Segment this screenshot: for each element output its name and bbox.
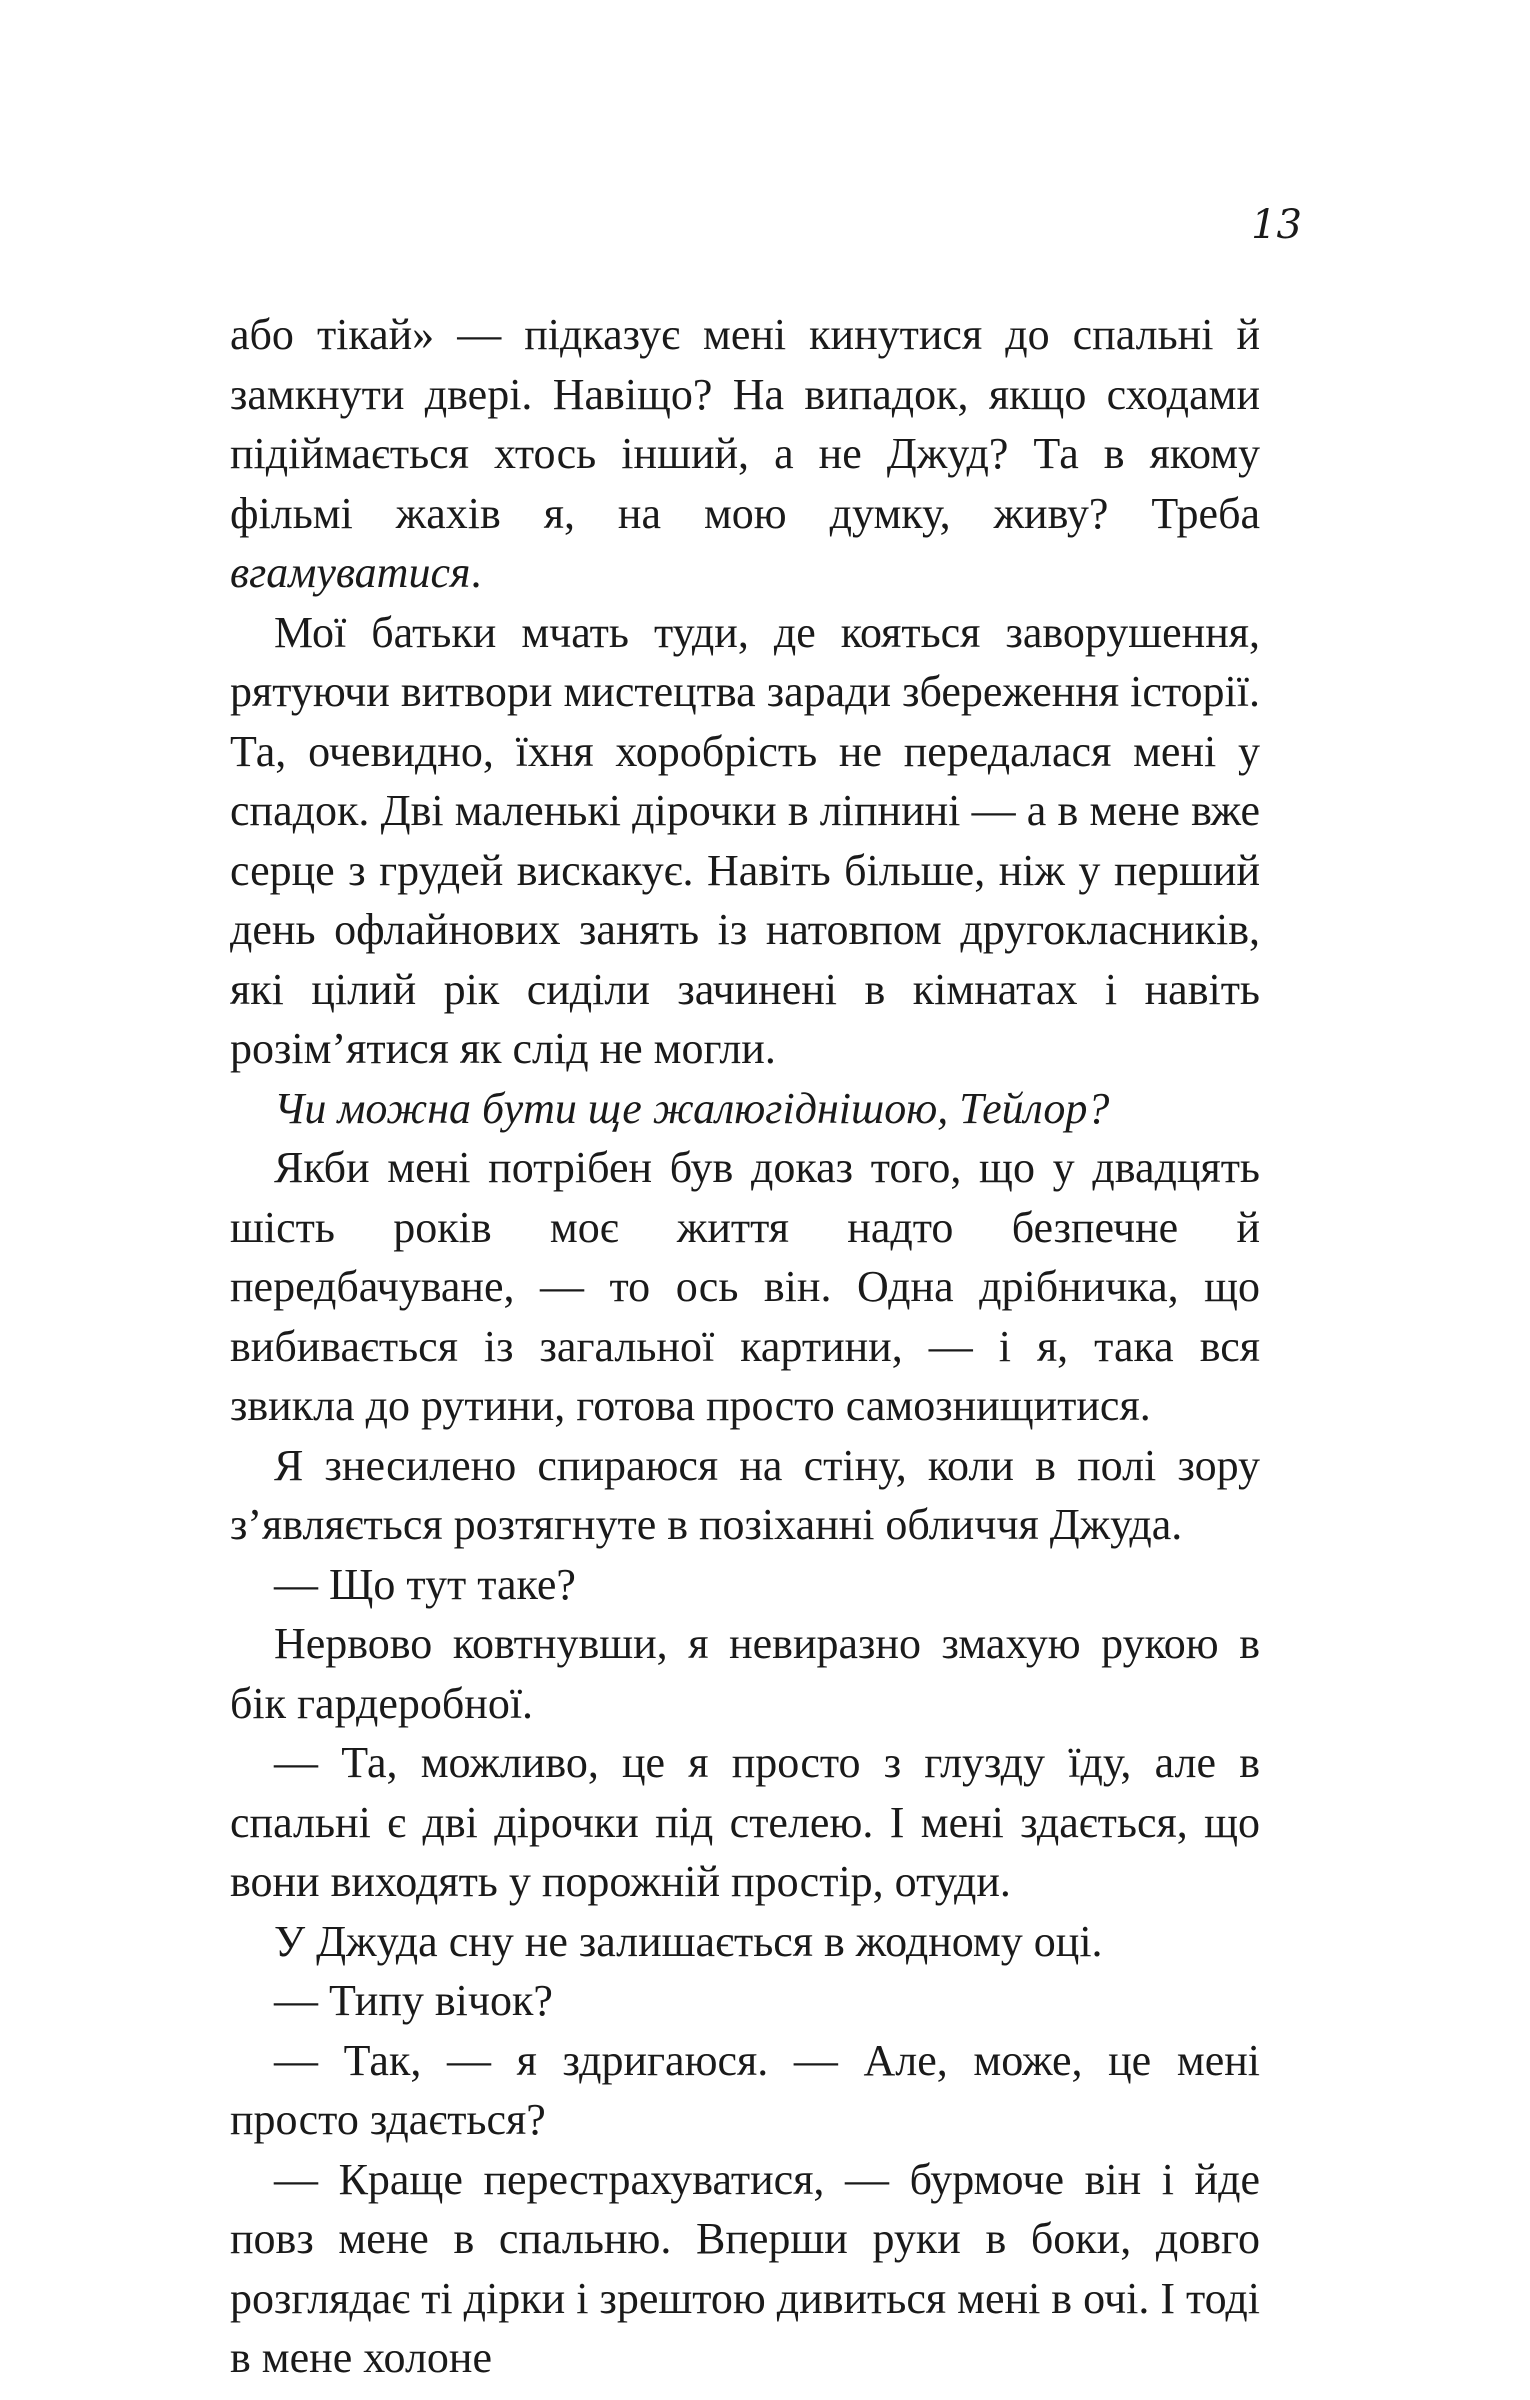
text-segment: — Так, — я здригаюся. — Але, може, це мені просто здається? [230, 2035, 1260, 2144]
paragraph [230, 1079, 1260, 1139]
text-segment: — Краще перестрахуватися, — бурмоче він і йде повз мене в спальню. Вперши руки в боки, довго розглядає ті дірки і зрештою дивиться мені в очі. І тоді в мене холоне [230, 2154, 1260, 2382]
text-segment: Я знесилено спираюся на стіну, коли в полі зору з’являється розтягнуте в позіханні обличчя Джуда. [230, 1440, 1260, 1549]
page-number: 13 [1251, 202, 1302, 248]
paragraph [230, 1912, 1260, 1972]
paragraph [230, 1436, 1260, 1555]
paragraph [230, 1733, 1260, 1912]
body-text [230, 305, 1260, 2388]
paragraph [230, 1138, 1260, 1436]
paragraph [230, 2150, 1260, 2388]
text-segment: — Та, можливо, це я просто з глузду їду, але в спальні є дві дірочки під стелею. І мені здається, що вони виходять у порожній простір, отуди. [230, 1738, 1260, 1906]
paragraph [230, 1614, 1260, 1733]
text-segment: . [470, 548, 482, 597]
text-segment: або тікай» — підказує мені кинутися до спальні й замкнути двері. Навіщо? На випадок, якщо сходами підіймається хтось інший, а не Джуд? Та в якому фільмі жахів я, на мою думку, живу? Треба [230, 310, 1260, 538]
text-segment: — Типу вічок? [274, 1976, 553, 2025]
italic-text: Чи можна бути ще жалюгіднішою, Тейлор? [274, 1083, 1110, 1133]
text-segment: — Що тут таке? [274, 1559, 576, 1609]
paragraph [230, 603, 1260, 1079]
text-segment: У Джуда сну не залишається в жодному оці. [274, 1916, 1103, 1966]
paragraph [230, 1971, 1260, 2031]
paragraph [230, 1555, 1260, 1615]
text-segment: Нервово ковтнувши, я невиразно змахую рукою в бік гардеробної. [230, 1619, 1260, 1728]
paragraph [230, 305, 1260, 603]
text-segment: Мої батьки мчать туди, де кояться заворушення, рятуючи витвори мистецтва заради збереження історії. Та, очевидно, їхня хоробрість не передалася мені у спадок. Дві маленькі дірочки в ліпнині — а в мене вже серце з грудей вискакує. Навіть більше, ніж у перший день офлайнових занять із натовпом другокласників, які цілий рік сиділи зачинені в кімнатах і навіть розім’ятися як слід не могли. [230, 607, 1260, 1073]
paragraph [230, 2031, 1260, 2150]
italic-text: вгамуватися [230, 548, 471, 597]
text-segment: Якби мені потрібен був доказ того, що у двадцять шість років моє життя надто безпечне й передбачуване, — то ось він. Одна дрібничка, що вибивається із загальної картини, — і я, така вся звикла до рутини, готова просто самознищитися. [230, 1143, 1260, 1430]
